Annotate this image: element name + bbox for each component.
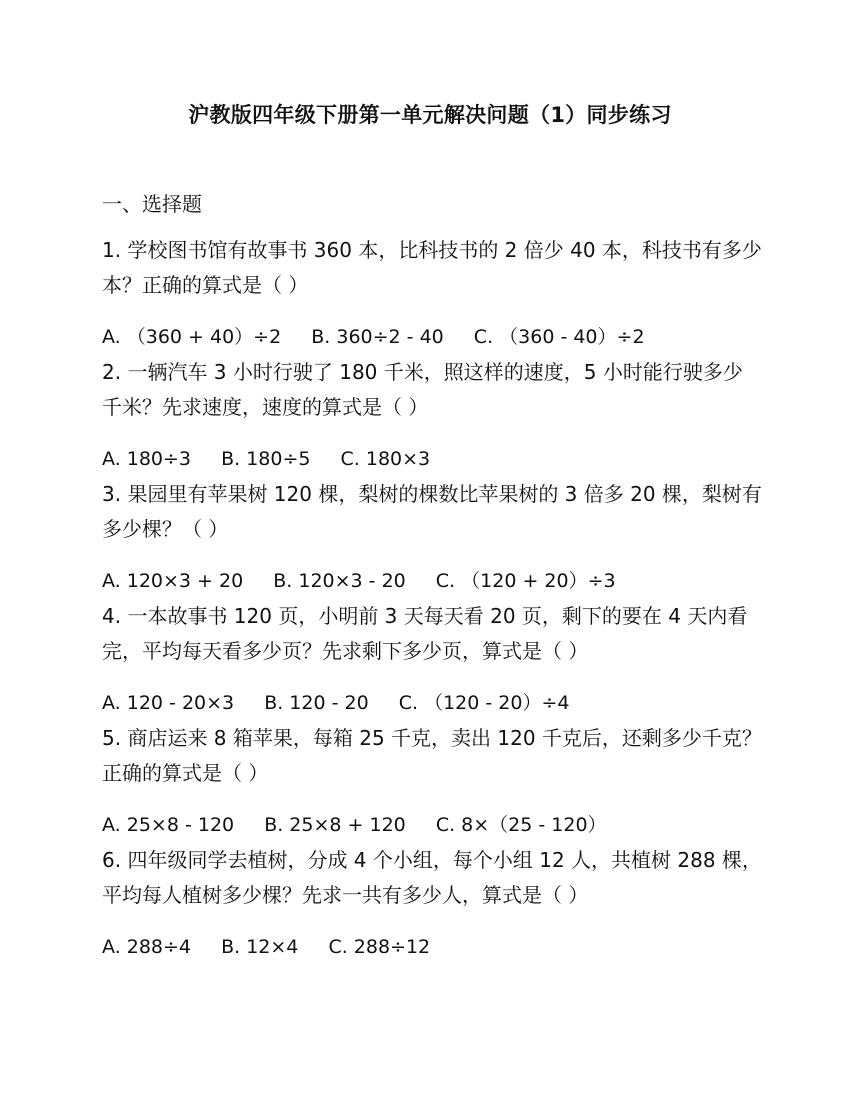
- option-c: C. （120 + 20）÷3: [435, 570, 616, 592]
- options-row: [102, 933, 454, 961]
- options-row: [102, 567, 640, 595]
- question-3: [102, 477, 762, 592]
- question-4: [102, 599, 762, 714]
- option-c: C. 180×3: [340, 448, 431, 470]
- option-c: C. 8×（25 - 120）: [435, 814, 607, 836]
- option-a: A. （360 + 40）÷2: [102, 326, 282, 348]
- question-6: [102, 843, 762, 958]
- question-2: [102, 355, 762, 470]
- options-row: [102, 811, 631, 839]
- option-b: B. 360÷2 - 40: [311, 326, 444, 348]
- option-c: C. 288÷12: [328, 936, 431, 958]
- option-a: A. 25×8 - 120: [102, 814, 235, 836]
- question-text: 2. 一辆汽车 3 小时行驶了 180 千米，照这样的速度，5 小时能行驶多少千米？先求速度，速度的算式是（ ）: [102, 360, 743, 419]
- option-b: B. 120 - 20: [264, 692, 369, 714]
- question-text: 4. 一本故事书 120 页，小明前 3 天每天看 20 页，剩下的要在 4 天内看完，平均每天看多少页？先求剩下多少页，算式是（ ）: [102, 604, 748, 663]
- option-b: B. 180÷5: [221, 448, 311, 470]
- option-b: B. 12×4: [221, 936, 299, 958]
- option-a: A. 120×3 + 20: [102, 570, 244, 592]
- option-a: A. 288÷4: [102, 936, 192, 958]
- option-c: C. （360 - 40）÷2: [473, 326, 645, 348]
- option-a: A. 180÷3: [102, 448, 192, 470]
- question-text: 3. 果园里有苹果树 120 棵，梨树的棵数比苹果树的 3 倍多 20 棵，梨树有多少棵？（ ）: [102, 482, 762, 541]
- options-row: [102, 689, 593, 717]
- option-a: A. 120 - 20×3: [102, 692, 235, 714]
- question-text: 1. 学校图书馆有故事书 360 本，比科技书的 2 倍少 40 本，科技书有多少本？正确的算式是（ ）: [102, 238, 762, 297]
- question-text: 5. 商店运来 8 箱苹果，每箱 25 千克，卖出 120 千克后，还剩多少千克？正确的算式是（ ）: [102, 726, 762, 785]
- document-title: 沪教版四年级下册第一单元解决问题（1）同步练习: [188, 103, 672, 127]
- option-b: B. 25×8 + 120: [264, 814, 406, 836]
- question-1: [102, 233, 762, 348]
- options-row: [102, 323, 669, 351]
- option-b: B. 120×3 - 20: [273, 570, 406, 592]
- option-c: C. （120 - 20）÷4: [398, 692, 570, 714]
- question-text: 6. 四年级同学去植树，分成 4 个小组，每个小组 12 人，共植树 288 棵，平均每人植树多少棵？先求一共有多少人，算式是（ ）: [102, 848, 762, 907]
- section-heading: 一、选择题: [102, 192, 202, 216]
- options-row: [102, 445, 454, 473]
- question-5: [102, 721, 762, 836]
